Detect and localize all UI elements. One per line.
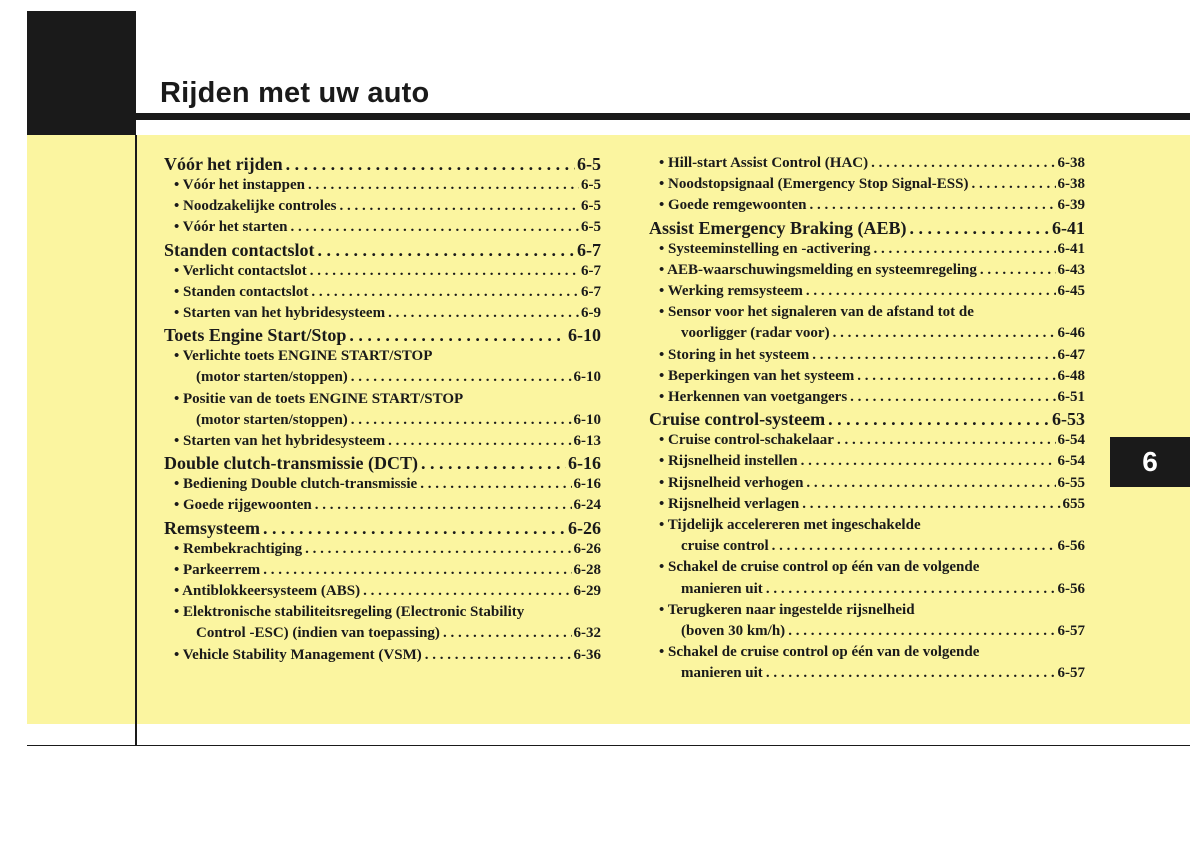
dot-leader xyxy=(422,645,572,666)
toc-page-number: 6-36 xyxy=(573,646,601,663)
toc-page-number: 6-10 xyxy=(568,325,601,346)
toc-page-number: 6-7 xyxy=(581,262,601,279)
toc-entry[interactable] xyxy=(164,623,601,644)
dot-leader xyxy=(785,621,1055,642)
dot-leader xyxy=(418,452,566,474)
dot-leader xyxy=(825,408,1050,430)
dot-leader xyxy=(834,430,1056,451)
dot-leader xyxy=(417,474,571,495)
dot-leader xyxy=(315,239,575,261)
toc-entry[interactable] xyxy=(649,536,1085,557)
toc-page-number: 6-5 xyxy=(581,177,601,193)
toc-entry-title: • Werking remsysteem xyxy=(659,283,803,300)
toc-page-number: 6-41 xyxy=(1057,240,1085,257)
toc-page-number: 6-56 xyxy=(1057,580,1085,597)
toc-entry-title: • Starten van het hybridesysteem xyxy=(174,433,386,450)
toc-page-number: 6-39 xyxy=(1057,197,1085,214)
toc-entry[interactable] xyxy=(164,645,601,666)
toc-entry-title: Standen contactslot xyxy=(164,239,315,260)
toc-page-number: 6-9 xyxy=(581,305,601,322)
toc-entry[interactable] xyxy=(649,366,1085,387)
dot-leader xyxy=(307,261,579,282)
toc-entry[interactable] xyxy=(164,581,601,602)
toc-section-heading[interactable] xyxy=(649,217,1085,239)
toc-entry-line[interactable]: • Sensor voor het signaleren van de afstand tot de xyxy=(659,304,974,321)
dot-leader xyxy=(806,195,1055,216)
dot-leader xyxy=(799,494,1060,515)
toc-column-left xyxy=(164,153,601,666)
toc-entry-title: cruise control xyxy=(681,538,769,555)
toc-entry-title: • Parkeerrem xyxy=(174,561,261,578)
toc-entry[interactable] xyxy=(164,175,601,196)
toc-page-number: 6-10 xyxy=(573,411,601,428)
toc-page-number: 6-57 xyxy=(1057,665,1085,682)
toc-page-number: 6-26 xyxy=(573,540,601,557)
toc-entry[interactable] xyxy=(164,261,601,282)
toc-entry[interactable] xyxy=(164,560,601,581)
toc-entry-title: • Rembekrachtiging xyxy=(174,540,303,557)
toc-entry-line[interactable]: • Elektronische stabiliteitsregeling (Electronic Stability xyxy=(174,604,525,621)
toc-entry[interactable] xyxy=(164,410,601,431)
toc-page-number: 6-55 xyxy=(1057,474,1085,491)
toc-section-heading[interactable] xyxy=(164,517,601,539)
toc-entry-title: • Hill-start Assist Control (HAC) xyxy=(659,155,869,171)
toc-entry-line[interactable]: • Schakel de cruise control op één van de volgende xyxy=(659,559,980,576)
toc-page-number: 6-41 xyxy=(1052,217,1085,238)
dot-leader xyxy=(868,153,1055,174)
dot-leader xyxy=(870,239,1055,260)
toc-page-number: 6-54 xyxy=(1057,453,1085,470)
toc-page-number: 6-53 xyxy=(1052,409,1085,430)
toc-entry-title: Cruise control-systeem xyxy=(649,409,826,430)
toc-entry[interactable] xyxy=(164,474,601,495)
toc-entry-title: (motor starten/stoppen) xyxy=(196,369,348,386)
dot-leader xyxy=(305,175,579,196)
toc-entry-title: • Beperkingen van het systeem xyxy=(659,367,855,384)
toc-entry[interactable] xyxy=(649,494,1085,515)
dot-leader xyxy=(308,282,579,303)
toc-entry-title: Vóór het rijden xyxy=(164,154,283,174)
dot-leader xyxy=(385,431,571,452)
toc-entry[interactable] xyxy=(649,663,1085,684)
toc-entry[interactable] xyxy=(164,539,601,560)
toc-page-number: 6-46 xyxy=(1057,325,1085,342)
dot-leader xyxy=(803,281,1056,302)
toc-entry-title: • Rijsnelheid verhogen xyxy=(659,474,804,491)
toc-entry[interactable] xyxy=(649,387,1085,408)
dot-leader xyxy=(977,260,1056,281)
toc-entry-title: • Verlicht contactslot xyxy=(174,262,307,279)
toc-entry[interactable] xyxy=(164,217,601,238)
toc-entry-title: voorligger (radar voor) xyxy=(681,325,830,342)
toc-entry-title: • Systeeminstelling en -activering xyxy=(659,240,871,257)
dot-leader xyxy=(907,217,1051,239)
dot-leader xyxy=(803,473,1055,494)
toc-entry-title: Toets Engine Start/Stop xyxy=(164,325,347,346)
toc-page-number: 6-13 xyxy=(573,433,601,450)
dot-leader xyxy=(763,579,1056,600)
toc-page-number: 6-26 xyxy=(568,517,601,538)
toc-entry-title: • Standen contactslot xyxy=(174,283,309,300)
toc-page-number: 6-45 xyxy=(1057,283,1085,300)
dot-leader xyxy=(283,153,575,175)
toc-entry-line[interactable]: • Schakel de cruise control op één van de volgende xyxy=(659,644,980,661)
toc-entry-title: (boven 30 km/h) xyxy=(681,623,786,640)
toc-entry[interactable] xyxy=(649,621,1085,642)
dot-leader xyxy=(769,536,1056,557)
toc-entry[interactable] xyxy=(649,174,1085,195)
dot-leader xyxy=(287,217,579,238)
page-title: Rijden met uw auto xyxy=(160,77,430,109)
toc-entry-line[interactable]: • Verlichte toets ENGINE START/STOP xyxy=(174,348,433,365)
dot-leader xyxy=(763,663,1056,684)
toc-section-heading[interactable] xyxy=(164,324,601,346)
dot-leader xyxy=(336,196,579,217)
toc-page-number: 6-51 xyxy=(1057,389,1085,406)
toc-entry-title: • Starten van het hybridesysteem xyxy=(174,305,386,322)
title-underline xyxy=(136,113,1190,120)
toc-entry-title: Control -ESC) (indien van toepassing) xyxy=(196,625,440,642)
toc-entry-title: • Cruise control-schakelaar xyxy=(659,432,834,449)
toc-page-number: 6-7 xyxy=(581,283,601,300)
toc-entry[interactable] xyxy=(164,431,601,452)
dot-leader xyxy=(348,367,572,388)
dot-leader xyxy=(847,387,1055,408)
toc-entry-title: • AEB-waarschuwingsmelding en systeemregeling xyxy=(659,261,977,278)
toc-entry[interactable] xyxy=(649,473,1085,494)
toc-section-heading[interactable] xyxy=(649,408,1085,430)
bottom-rule xyxy=(27,745,1190,746)
toc-page-number: 6-10 xyxy=(573,369,601,386)
toc-entry-line[interactable]: • Terugkeren naar ingestelde rijsnelheid xyxy=(659,601,915,618)
toc-page-number: 6-48 xyxy=(1057,367,1085,384)
toc-page-number: 6-38 xyxy=(1057,155,1085,171)
toc-page-number: 6-24 xyxy=(573,497,601,514)
toc-entry-title: • Goede rijgewoonten xyxy=(174,497,312,514)
toc-page-number: 6-5 xyxy=(581,198,601,215)
toc-entry[interactable] xyxy=(164,282,601,303)
dot-leader xyxy=(260,560,571,581)
dot-leader xyxy=(312,495,572,516)
toc-entry[interactable] xyxy=(649,345,1085,366)
toc-entry-title: • Herkennen van voetgangers xyxy=(659,389,848,406)
dot-leader xyxy=(809,345,1055,366)
toc-entry[interactable] xyxy=(649,451,1085,472)
toc-entry[interactable] xyxy=(164,495,601,516)
toc-page-number: 6-16 xyxy=(573,476,601,493)
toc-entry-title: (motor starten/stoppen) xyxy=(196,411,348,428)
toc-entry-title: Remsysteem xyxy=(164,517,260,538)
toc-page-number: 6-7 xyxy=(577,239,601,260)
toc-entry-title: • Rijsnelheid verlagen xyxy=(659,495,800,512)
dot-leader xyxy=(968,174,1055,195)
toc-page-number: 6-47 xyxy=(1057,346,1085,363)
toc-page-number: 6-29 xyxy=(573,583,601,600)
toc-section-heading[interactable] xyxy=(164,239,601,261)
toc-entry-title: • Bediening Double clutch-transmissie xyxy=(174,476,418,493)
toc-page-number: 6-5 xyxy=(581,219,601,236)
toc-entry-title: • Storing in het systeem xyxy=(659,346,810,363)
toc-entry-title: • Goede remgewoonten xyxy=(659,197,807,214)
toc-entry-title: • Rijsnelheid instellen xyxy=(659,453,798,470)
toc-entry[interactable] xyxy=(649,323,1085,344)
toc-entry[interactable] xyxy=(649,195,1085,216)
corner-block xyxy=(27,11,136,135)
toc-page-number: 6-38 xyxy=(1057,176,1085,193)
dot-leader xyxy=(348,410,572,431)
toc-entry-title: • Vóór het instappen xyxy=(174,177,305,193)
toc-page-number: 6-5 xyxy=(577,154,601,174)
toc-entry[interactable] xyxy=(649,281,1085,302)
dot-leader xyxy=(360,581,571,602)
vertical-divider xyxy=(135,135,137,746)
dot-leader xyxy=(346,324,566,346)
toc-page-number: 6-56 xyxy=(1057,538,1085,555)
toc-entry-title: • Vehicle Stability Management (VSM) xyxy=(174,646,422,663)
dot-leader xyxy=(440,623,572,644)
toc-section-heading[interactable] xyxy=(164,153,601,175)
toc-page-number: 655 xyxy=(1062,495,1085,512)
chapter-tab[interactable]: 6 xyxy=(1110,437,1190,487)
toc-entry[interactable] xyxy=(649,430,1085,451)
toc-page-number: 6-16 xyxy=(568,453,601,474)
toc-entry-title: Assist Emergency Braking (AEB) xyxy=(649,217,907,238)
toc-entry[interactable] xyxy=(649,239,1085,260)
dot-leader xyxy=(798,451,1056,472)
toc-entry-title: manieren uit xyxy=(681,665,763,682)
toc-entry[interactable] xyxy=(649,260,1085,281)
toc-entry[interactable] xyxy=(649,153,1085,174)
toc-entry-title: • Vóór het starten xyxy=(174,219,288,236)
dot-leader xyxy=(302,539,571,560)
toc-entry-title: manieren uit xyxy=(681,580,763,597)
toc-entry-title: • Antiblokkeersysteem (ABS) xyxy=(174,583,361,600)
dot-leader xyxy=(854,366,1055,387)
toc-section-heading[interactable] xyxy=(164,452,601,474)
toc-entry[interactable] xyxy=(649,579,1085,600)
toc-column-right xyxy=(649,153,1085,685)
dot-leader xyxy=(260,517,566,539)
toc-entry[interactable] xyxy=(164,303,601,324)
toc-page-number: 6-32 xyxy=(573,625,601,642)
toc-entry-title: • Noodstopsignaal (Emergency Stop Signal-ESS) xyxy=(659,176,969,193)
toc-page-number: 6-43 xyxy=(1057,261,1085,278)
toc-entry-title: Double clutch-transmissie (DCT) xyxy=(164,453,418,474)
dot-leader xyxy=(830,323,1056,344)
toc-entry[interactable] xyxy=(164,196,601,217)
toc-entry-line[interactable]: • Positie van de toets ENGINE START/STOP xyxy=(174,390,464,407)
toc-page-number: 6-54 xyxy=(1057,432,1085,449)
toc-entry[interactable] xyxy=(164,367,601,388)
toc-entry-line[interactable]: • Tijdelijk accelereren met ingeschakelde xyxy=(659,517,921,534)
toc-page-number: 6-28 xyxy=(573,561,601,578)
toc-page-number: 6-57 xyxy=(1057,623,1085,640)
dot-leader xyxy=(385,303,579,324)
toc-entry-title: • Noodzakelijke controles xyxy=(174,198,337,215)
